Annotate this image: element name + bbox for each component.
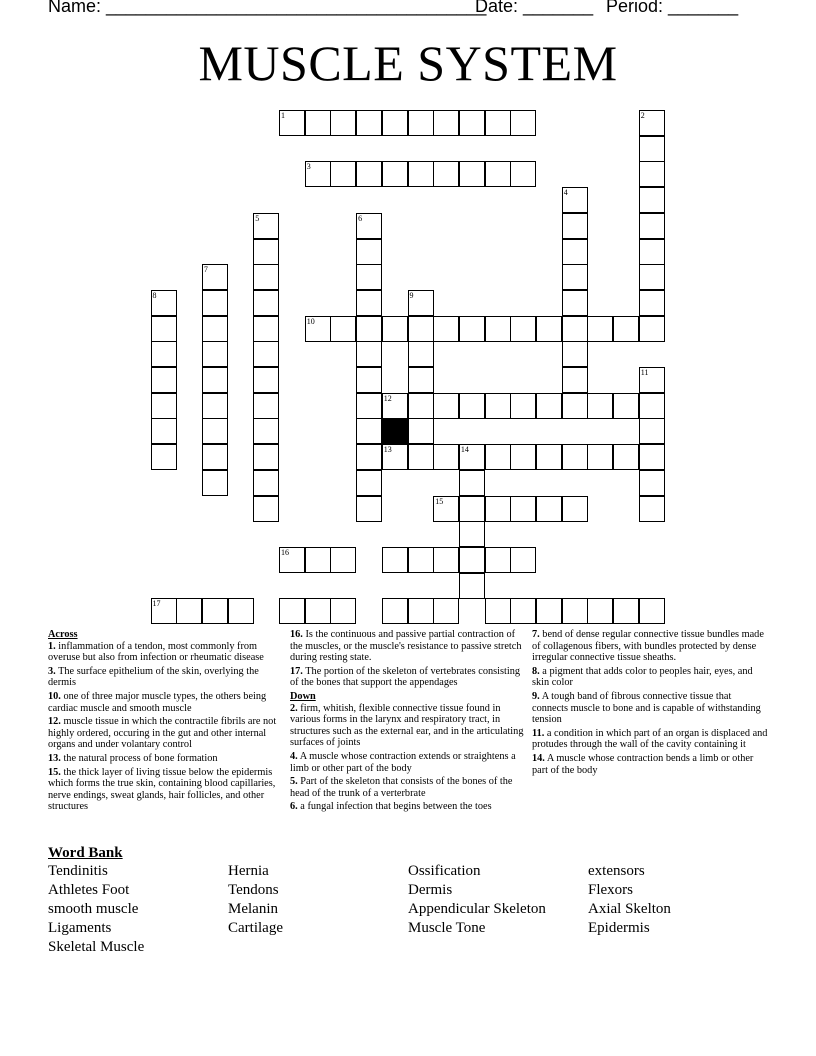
down-clue [290,776,528,799]
date-field[interactable]: Date: _______ [475,0,594,16]
word-bank-word: Melanin [228,901,278,917]
crossword-cell[interactable] [356,110,382,136]
crossword-cell[interactable] [356,470,382,496]
clue-number-label: 6. [290,801,298,813]
page-title: MUSCLE SYSTEM [198,35,618,91]
crossword-cell[interactable] [510,110,536,136]
crossword-cell[interactable] [408,547,434,573]
clue-text: one of three major muscle types, the others being cardiac muscle and smooth muscle [48,690,267,714]
crossword-cell[interactable] [356,393,382,419]
down-clue [532,691,768,726]
word-bank-word: Axial Skelton [588,901,671,917]
word-bank-word: Muscle Tone [408,920,486,936]
crossword-cell[interactable] [639,264,665,290]
across-clue [48,641,286,664]
crossword-cell[interactable] [587,316,613,342]
crossword-cell[interactable] [613,316,639,342]
crossword-cell[interactable] [202,316,228,342]
crossword-cell[interactable] [510,316,536,342]
crossword-cell[interactable] [613,444,639,470]
crossword-cell[interactable] [253,316,279,342]
crossword-cell[interactable] [176,598,202,624]
crossword-cell[interactable] [510,547,536,573]
down-clue [532,753,768,776]
crossword-cell[interactable] [562,393,588,419]
crossword-cell[interactable] [151,393,177,419]
clue-text: a fungal infection that begins between the toes [297,801,492,813]
clue-text: a pigment that adds color to peoples hair, eyes, and skin color [532,665,753,689]
word-bank-word: Epidermis [588,920,650,936]
crossword-cell[interactable] [305,161,331,187]
crossword-cell[interactable] [639,598,665,624]
clue-text: firm, whitish, flexible connective tissue found in various forms in the larynx and respiratory tract, in structures such as the external ear, and in the articulating surfaces of joints [290,702,524,749]
crossword-cell[interactable] [639,290,665,316]
crossword-cell[interactable] [639,136,665,162]
crossword-cell[interactable] [639,470,665,496]
down-clue [532,666,768,689]
word-bank-word: Hernia [228,863,269,879]
clue-number-label: 11. [532,727,545,739]
crossword-cell[interactable] [202,598,228,624]
crossword-cell[interactable] [433,598,459,624]
crossword-cell[interactable] [510,598,536,624]
clue-number: 4 [563,188,568,198]
crossword-cell[interactable] [587,393,613,419]
crossword-cell[interactable] [433,496,459,522]
crossword-cell[interactable] [562,187,588,213]
crossword-black-cell [382,418,408,444]
crossword-cell[interactable] [253,213,279,239]
crossword-cell[interactable] [305,110,331,136]
clue-number-label: 8. [532,665,540,677]
crossword-cell[interactable] [510,444,536,470]
crossword-cell[interactable] [253,239,279,265]
word-bank-word: Athletes Foot [48,882,130,898]
crossword-cell[interactable] [382,110,408,136]
crossword-cell[interactable] [433,393,459,419]
crossword-cell[interactable] [382,393,408,419]
word-bank-word: Flexors [588,882,633,898]
crossword-cell[interactable] [639,496,665,522]
clue-text: the thick layer of living tissue below the epidermis which forms the true skin, containing blood capillaries, nerve endings, sweat glands, hair follicles, and other structures [48,766,276,813]
crossword-cell[interactable] [382,547,408,573]
crossword-cell[interactable] [459,316,485,342]
clue-number: 16 [281,547,289,557]
down-clue [290,703,528,749]
across-clue [48,753,286,765]
clue-number: 14 [460,445,469,455]
word-bank-title: Word Bank [48,845,123,861]
clue-number-label: 1. [48,640,56,652]
across-heading: Across [48,629,78,640]
clue-column-1 [48,629,286,815]
crossword-cell[interactable] [330,316,356,342]
crossword-cell[interactable] [562,264,588,290]
crossword-cell[interactable] [459,470,485,496]
down-clue [532,728,768,751]
crossword-cell[interactable] [356,316,382,342]
crossword-cell[interactable] [613,598,639,624]
crossword-cell[interactable] [562,367,588,393]
crossword-cell[interactable] [356,264,382,290]
crossword-cell[interactable] [279,110,305,136]
crossword-cell[interactable] [485,161,511,187]
down-clue [290,751,528,774]
clue-number-label: 13. [48,752,61,764]
period-field[interactable]: Period: _______ [606,0,739,16]
clue-text: Is the continuous and passive partial contraction of the muscles, or the muscle's resistance to passive stretch during resting state. [290,629,522,664]
crossword-cell[interactable] [459,393,485,419]
crossword-cell[interactable] [459,161,485,187]
clue-number-label: 12. [48,716,61,728]
crossword-cell[interactable] [305,316,331,342]
crossword-cell[interactable] [433,161,459,187]
crossword-cell[interactable] [459,573,485,599]
name-field[interactable]: Name: ______________________________________ [48,0,487,16]
crossword-cell[interactable] [536,598,562,624]
clue-text: The surface epithelium of the skin, overlying the dermis [48,665,259,689]
crossword-cell[interactable] [202,444,228,470]
crossword-cell[interactable] [356,239,382,265]
crossword-cell[interactable] [305,598,331,624]
crossword-cell[interactable] [202,264,228,290]
crossword-cell[interactable] [253,367,279,393]
crossword-cell[interactable] [510,496,536,522]
crossword-cell[interactable] [639,367,665,393]
clue-text: The portion of the skeleton of vertebrates consisting of the bones that support the appendages [290,665,521,689]
down-heading: Down [290,690,316,702]
crossword-cell[interactable] [356,496,382,522]
crossword-cell[interactable] [202,367,228,393]
crossword-cell[interactable] [485,496,511,522]
crossword-cell[interactable] [330,161,356,187]
word-bank-word: Tendinitis [48,863,108,879]
word-bank-word: Appendicular Skeleton [408,901,546,917]
clue-number: 9 [409,290,414,300]
clue-number: 3 [306,162,311,172]
crossword-cell[interactable] [639,393,665,419]
crossword-cell[interactable] [639,239,665,265]
crossword-cell[interactable] [382,161,408,187]
clue-number: 12 [383,393,392,403]
crossword-cell[interactable] [382,316,408,342]
crossword-cell[interactable] [433,444,459,470]
crossword-cell[interactable] [485,316,511,342]
crossword-cell[interactable] [151,444,177,470]
crossword-cell[interactable] [587,444,613,470]
crossword-cell[interactable] [562,290,588,316]
crossword-cell[interactable] [151,316,177,342]
clue-column-3 [532,629,768,778]
crossword-cell[interactable] [202,418,228,444]
crossword-cell[interactable] [253,444,279,470]
word-bank-word: Ligaments [48,920,112,936]
crossword-cell[interactable] [356,341,382,367]
crossword-cell[interactable] [305,547,331,573]
crossword-cell[interactable] [356,444,382,470]
crossword-cell[interactable] [330,110,356,136]
crossword-cell[interactable] [382,444,408,470]
word-bank-word: Cartilage [228,920,283,936]
crossword-cell[interactable] [202,290,228,316]
crossword-cell[interactable] [202,341,228,367]
word-bank-word: Ossification [408,863,481,879]
clue-number-label: 5. [290,776,298,788]
crossword-cell[interactable] [408,290,434,316]
crossword-cell[interactable] [356,418,382,444]
crossword-cell[interactable] [279,547,305,573]
word-bank-word: extensors [588,863,645,879]
crossword-cell[interactable] [408,393,434,419]
crossword-cell[interactable] [562,316,588,342]
crossword-cell[interactable] [253,496,279,522]
crossword-cell[interactable] [202,470,228,496]
crossword-cell[interactable] [356,367,382,393]
clue-text: muscle tissue in which the contractile fibrils are not highly ordered, occuring in the gut and other internal organs and under volantary control [48,716,277,751]
crossword-cell[interactable] [408,444,434,470]
across-clue [290,629,528,664]
crossword-cell[interactable] [459,110,485,136]
crossword-cell[interactable] [433,110,459,136]
crossword-cell[interactable] [253,341,279,367]
clue-text: a condition in which part of an organ is displaced and protudes through the wall of the cavity containing it [532,727,768,751]
clue-number: 13 [383,445,392,455]
crossword-cell[interactable] [151,598,177,624]
crossword-cell[interactable] [562,239,588,265]
word-bank-word: Skeletal Muscle [48,939,145,955]
crossword-cell[interactable] [151,341,177,367]
crossword-cell[interactable] [562,444,588,470]
crossword-cell[interactable] [639,110,665,136]
crossword-cell[interactable] [639,213,665,239]
crossword-cell[interactable] [228,598,254,624]
crossword-cell[interactable] [485,598,511,624]
crossword-cell[interactable] [485,393,511,419]
clue-number: 1 [281,111,285,120]
crossword-cell[interactable] [587,598,613,624]
crossword-cell[interactable] [330,547,356,573]
crossword-cell[interactable] [202,393,228,419]
clue-number: 10 [306,316,315,326]
clue-text: Part of the skeleton that consists of the bones of the head of the trunk of a verterbrate [290,776,513,799]
crossword-cell[interactable] [459,521,485,547]
crossword-cell[interactable] [536,316,562,342]
crossword-cell[interactable] [536,444,562,470]
clue-text: bend of dense regular connective tissue bundles made of collagenous fibers, with bundles protected by dense irregular connective tissue sheaths. [532,629,764,664]
crossword-cell[interactable] [536,393,562,419]
crossword-cell[interactable] [151,418,177,444]
clue-number: 5 [255,213,260,223]
crossword-cell[interactable] [356,290,382,316]
crossword-cell[interactable] [562,496,588,522]
crossword-cell[interactable] [433,316,459,342]
clue-text: A muscle whose contraction extends or straightens a limb or other part of the body [290,750,516,774]
clue-number: 7 [203,265,208,275]
clue-text: A tough band of fibrous connective tissue that connects muscle to bone and is capable of withstanding tension [532,690,761,726]
crossword-cell[interactable] [253,290,279,316]
crossword-cell[interactable] [639,444,665,470]
crossword-cell[interactable] [408,367,434,393]
word-bank-word: Dermis [408,882,453,898]
crossword-cell[interactable] [356,161,382,187]
crossword-cell[interactable] [279,598,305,624]
clue-number-label: 4. [290,750,298,762]
clue-number-label: 7. [532,629,540,640]
crossword-cell[interactable] [382,598,408,624]
clue-text: A muscle whose contraction bends a limb or other part of the body [532,752,754,776]
clue-number-label: 15. [48,766,61,778]
crossword-cell[interactable] [562,213,588,239]
across-clue [48,716,286,751]
crossword-cell[interactable] [459,444,485,470]
clue-number: 17 [152,599,161,609]
clue-number-label: 16. [290,629,303,640]
crossword-cell[interactable] [253,264,279,290]
across-clue [48,691,286,714]
clue-column-2 [290,629,528,815]
clue-number-label: 14. [532,752,545,764]
crossword-cell[interactable] [510,393,536,419]
crossword-cell[interactable] [510,161,536,187]
crossword-cell[interactable] [408,598,434,624]
crossword-cell[interactable] [459,547,485,573]
crossword-cell[interactable] [408,316,434,342]
across-clue [48,767,286,813]
clue-number-label: 9. [532,690,540,702]
crossword-cell[interactable] [562,598,588,624]
clue-number: 15 [435,496,444,506]
crossword-cell[interactable] [408,418,434,444]
clue-number: 11 [640,368,649,377]
crossword-cell[interactable] [613,393,639,419]
crossword-cell[interactable] [459,496,485,522]
crossword-cell[interactable] [253,418,279,444]
word-bank-word: Tendons [228,882,279,898]
clue-number: 8 [152,290,157,300]
down-clue [532,629,768,664]
word-bank-word: smooth muscle [48,901,139,917]
clue-number-label: 10. [48,690,61,702]
crossword-cell[interactable] [151,367,177,393]
clue-number-label: 3. [48,665,56,677]
crossword-cell[interactable] [639,418,665,444]
crossword-cell[interactable] [253,470,279,496]
crossword-cell[interactable] [639,161,665,187]
crossword-cell[interactable] [151,290,177,316]
clue-number-label: 17. [290,665,303,677]
across-clue [290,666,528,689]
crossword-cell[interactable] [639,316,665,342]
clue-number-label: 2. [290,702,298,714]
clue-text: the natural process of bone formation [60,752,218,764]
crossword-cell[interactable] [253,393,279,419]
crossword-cell[interactable] [639,187,665,213]
crossword-cell[interactable] [433,547,459,573]
crossword-cell[interactable] [408,341,434,367]
crossword-cell[interactable] [330,598,356,624]
across-clue [48,666,286,689]
clue-number: 6 [358,213,363,223]
crossword-cell[interactable] [485,110,511,136]
crossword-cell[interactable] [408,110,434,136]
clue-number: 2 [640,111,645,120]
crossword-cell[interactable] [562,341,588,367]
crossword-cell[interactable] [536,496,562,522]
crossword-cell[interactable] [408,161,434,187]
down-clue [290,801,528,813]
crossword-cell[interactable] [356,213,382,239]
crossword-cell[interactable] [485,547,511,573]
crossword-cell[interactable] [485,444,511,470]
clue-text: inflammation of a tendon, most commonly from overuse but also from infection or rheumatic disease [48,640,264,664]
